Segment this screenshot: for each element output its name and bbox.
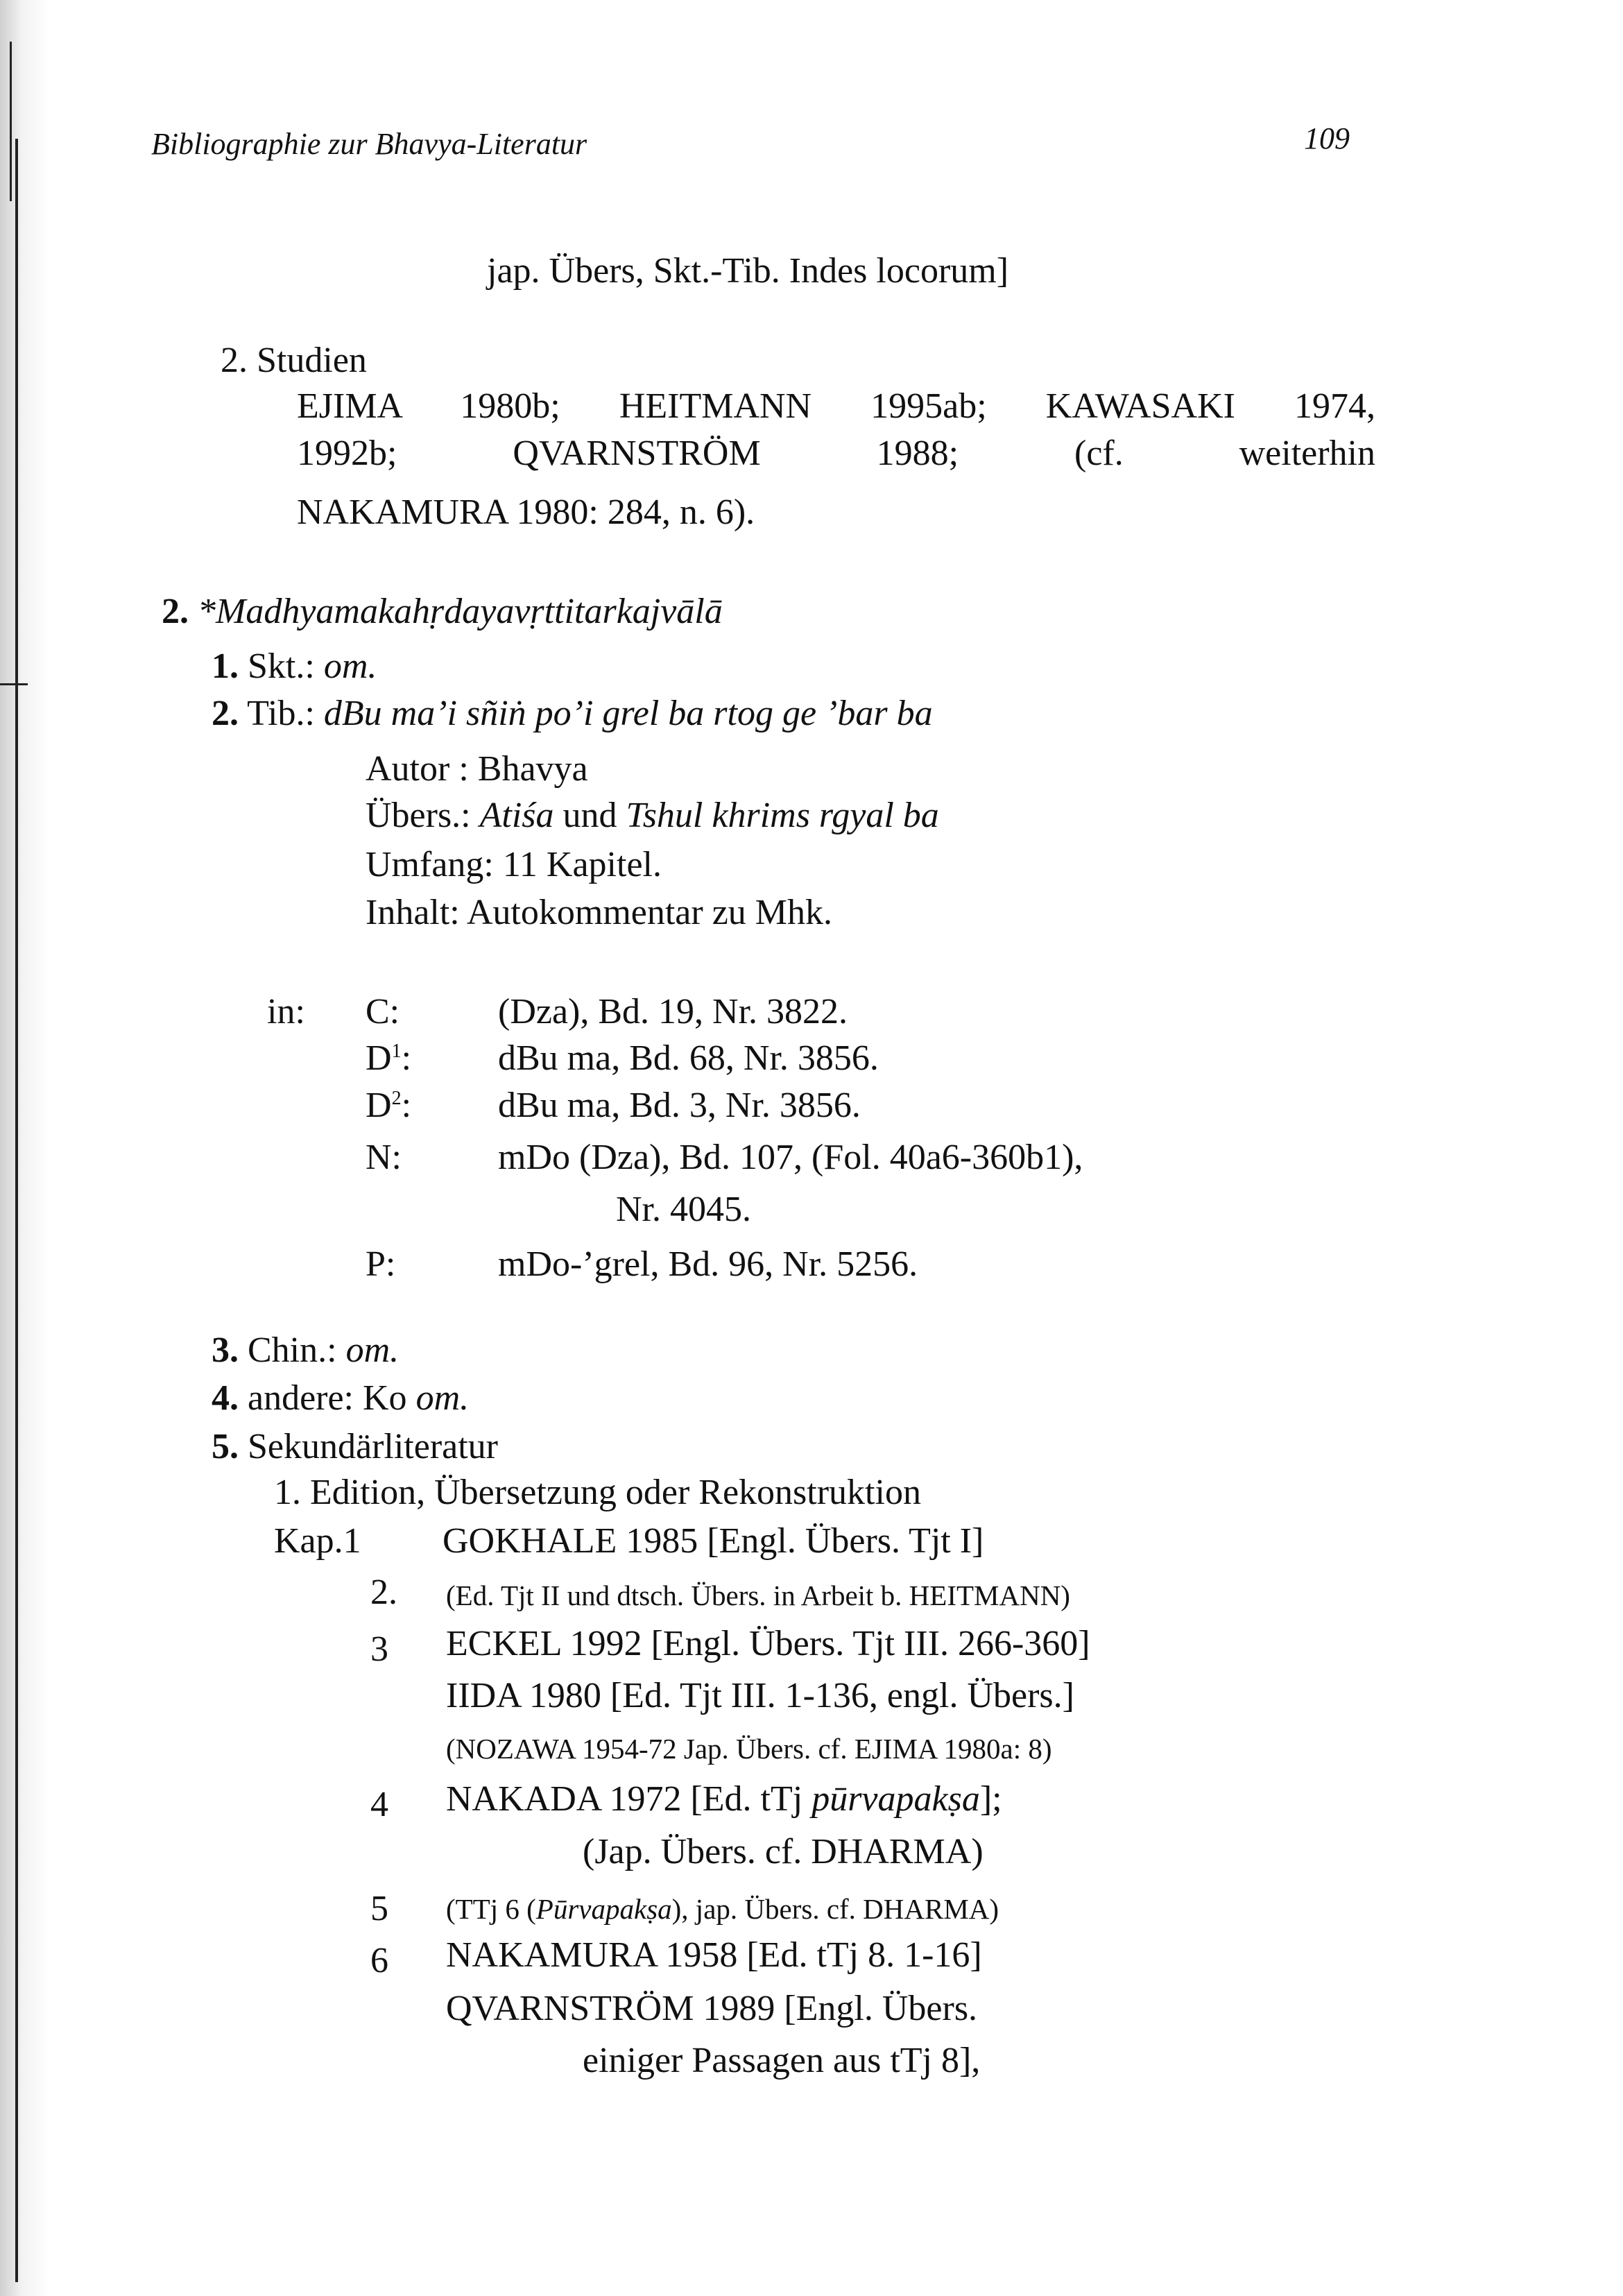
edition-text-continued: Nr. 4045. (616, 1190, 751, 1229)
kapitel-entry: NAKADA 1972 [Ed. tTj pūrvapakṣa]; (446, 1779, 1002, 1819)
inhalt-line: Inhalt: Autokommentar zu Mhk. (366, 893, 833, 932)
umfang-line: Umfang: 11 Kapitel. (366, 845, 662, 884)
continuation-line: jap. Übers, Skt.-Tib. Indes locorum] (487, 251, 1009, 291)
skt-number: 1. (212, 646, 239, 686)
kapitel-entry: NAKAMURA 1958 [Ed. tTj 8. 1-16] (446, 1935, 982, 1975)
edition-text: dBu ma, Bd. 68, Nr. 3856. (498, 1038, 879, 1078)
scan-binding-line (15, 139, 18, 2282)
kapitel-number: 4 (370, 1785, 388, 1824)
kapitel-entry: (Jap. Übers. cf. DHARMA) (583, 1832, 984, 1871)
tib-line (212, 696, 933, 732)
kapitel-number: 6 (370, 1941, 388, 1980)
kapitel-entry: GOKHALE 1985 [Engl. Übers. Tjt I] (443, 1521, 984, 1561)
edition-sigil: P: (366, 1244, 396, 1284)
page-number: 109 (1304, 121, 1350, 155)
skt-line (212, 646, 377, 686)
uebers-label: Übers.: (366, 796, 471, 835)
uebers-und: und (563, 796, 617, 835)
skt-value: om. (323, 646, 377, 686)
tib-value: dBu ma’i sñiṅ po’i grel ba rtog ge ’bar ba (323, 694, 933, 733)
kapitel-entry: einiger Passagen aus tTj 8], (583, 2041, 981, 2080)
scan-binding-line-top (10, 42, 12, 201)
scan-shadow-edge (0, 0, 49, 2296)
edition-text: mDo-’grel, Bd. 96, Nr. 5256. (498, 1244, 918, 1284)
uebers-name-2: Tshul khrims rgyal ba (626, 796, 939, 835)
kapitel-entry: (Ed. Tjt II und dtsch. Übers. in Arbeit b. HEITMANN) (446, 1579, 1070, 1611)
entry-title: *Madhyamakahṛdayavṛttitarkajvālā (198, 592, 723, 631)
edition-text: (Dza), Bd. 19, Nr. 3822. (498, 992, 848, 1031)
uebers-line (366, 798, 939, 834)
scan-tick-mark (0, 683, 28, 685)
kapitel-entry: ECKEL 1992 [Engl. Übers. Tjt III. 266-360] (446, 1624, 1090, 1663)
kapitel-number: Kap.1 (274, 1521, 361, 1561)
edition-text: dBu ma, Bd. 3, Nr. 3856. (498, 1086, 861, 1125)
kapitel-entry: (NOZAWA 1954-72 Jap. Übers. cf. EJIMA 1980a: 8) (446, 1733, 1052, 1765)
in-label: in: (267, 992, 305, 1031)
entry-number: 2. (162, 592, 189, 631)
edition-text: mDo (Dza), Bd. 107, (Fol. 40a6-360b1), (498, 1138, 1083, 1177)
autor-line: Autor : Bhavya (366, 749, 588, 789)
kapitel-number: 2. (370, 1573, 397, 1612)
tib-label: Tib.: (247, 694, 315, 733)
studien-line-2: 1992b; QVARNSTRÖM 1988; (cf. weiterhin (297, 434, 1375, 473)
studien-line-3: NAKAMURA 1980: 284, n. 6). (297, 492, 755, 532)
kapitel-number: 5 (370, 1889, 388, 1928)
edition-sigil: $D^1$: (366, 1038, 412, 1078)
tib-number: 2. (212, 694, 239, 733)
running-title: Bibliographie zur Bhavya-Literatur (151, 127, 587, 161)
sekundaerliteratur-heading: 5. Sekundärliteratur (212, 1427, 498, 1466)
kapitel-entry: QVARNSTRÖM 1989 [Engl. Übers. (446, 1989, 978, 2028)
andere-line: 4. andere: Ko om. (212, 1378, 470, 1418)
entry-title-line (162, 594, 723, 630)
kapitel-entry: (TTj 6 (Pūrvapakṣa), jap. Übers. cf. DHARMA) (446, 1893, 999, 1925)
edition-sigil: C: (366, 992, 400, 1031)
uebers-name-1: Atiśa (479, 796, 554, 835)
edition-heading: 1. Edition, Übersetzung oder Rekonstruktion (274, 1473, 921, 1512)
edition-sigil: N: (366, 1138, 402, 1177)
kapitel-entry: IIDA 1980 [Ed. Tjt III. 1-136, engl. Übers.] (446, 1676, 1074, 1715)
skt-label: Skt.: (248, 646, 315, 686)
kapitel-number: 3 (370, 1629, 388, 1669)
edition-sigil: $D^2$: (366, 1086, 412, 1125)
studien-heading: 2. Studien (221, 341, 367, 380)
studien-line-1: EJIMA 1980b; HEITMANN 1995ab; KAWASAKI 1974, (297, 386, 1375, 426)
chin-line: 3. Chin.: om. (212, 1330, 400, 1370)
